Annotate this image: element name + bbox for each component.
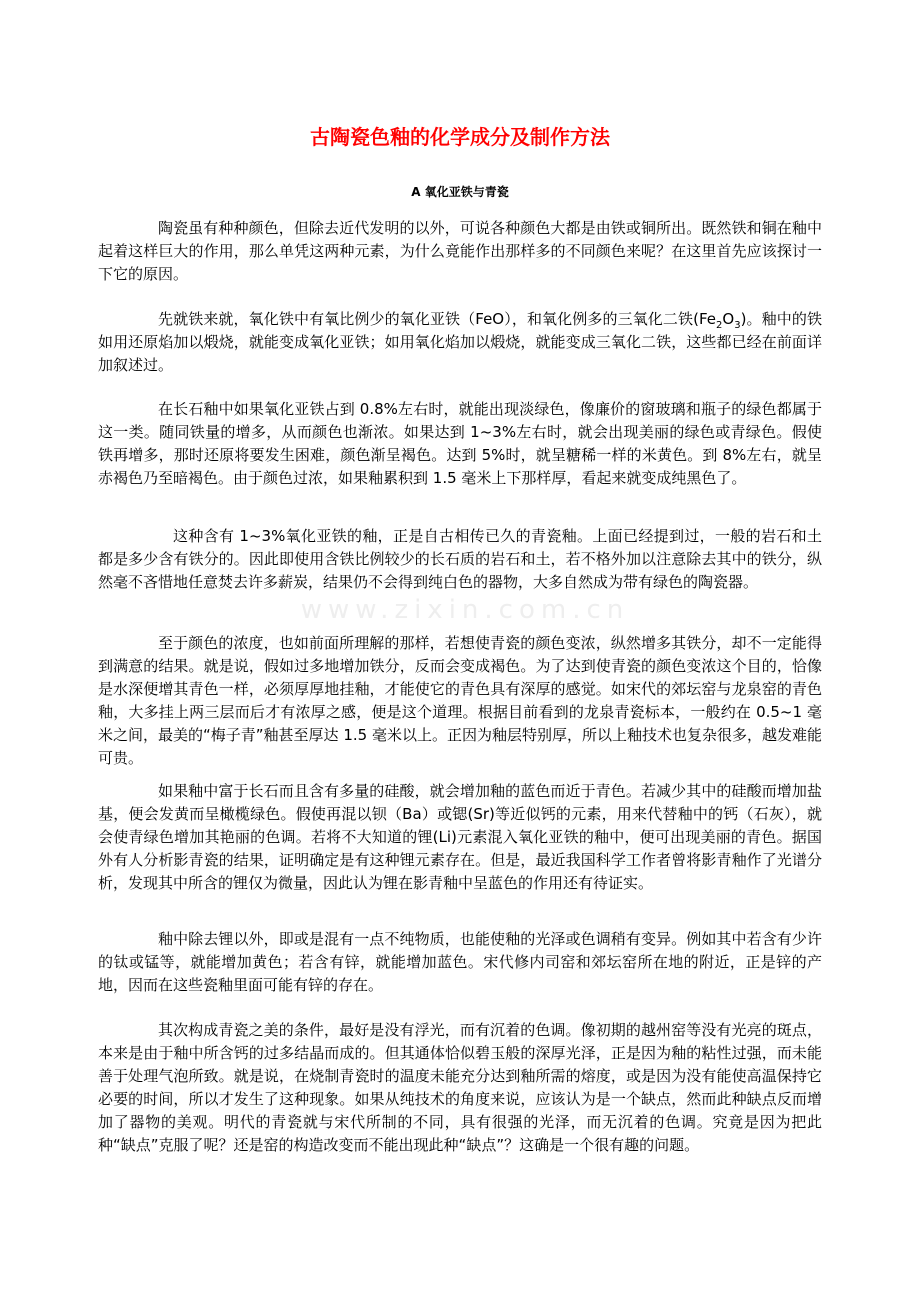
paragraph-7: 釉中除去锂以外，即或是混有一点不纯物质，也能使釉的光泽或色调稍有变异。例如其中若含有少许的钛或锰等，就能增加黄色；若含有锌，就能增加蓝色。宋代修内司窑和郊坛窑所在地的附近，正是锌的产地，因而在这些瓷釉里面可能有锌的存在。 <box>98 930 822 994</box>
paragraph-1: 陶瓷虽有种种颜色，但除去近代发明的以外，可说各种颜色大都是由铁或铜所出。既然铁和铜在釉中起着这样巨大的作用，那么单凭这两种元素，为什么竟能作出那样多的不同颜色来呢？在这里首先应该探讨一下它的原因。 <box>98 219 822 283</box>
paragraph-5: 至于颜色的浓度，也如前面所理解的那样，若想使青瓷的颜色变浓，纵然增多其铁分，却不一定能得到满意的结果。就是说，假如过多地增加铁分，反而会变成褐色。为了达到使青瓷的颜色变浓这个目的，恰像是水深便增其青色一样，必须厚厚地挂釉，才能使它的青色具有深厚的感觉。如宋代的郊坛窑与龙泉窑的青色釉，大多挂上两三层而后才有浓厚之感，便是这个道理。根据目前看到的龙泉青瓷标本，一般约在 0.5~1 毫米之间，最美的“梅子青”釉甚至厚达 1.5 毫米以上。正因为釉层特别厚，所以上釉技术也复杂很多，越发难能可贵。 <box>98 634 822 767</box>
watermark-text: www.zixin.com.cn <box>300 595 630 625</box>
paragraph-2-text-c: )。釉中的铁如用还原焰加以煅烧，就能变成氧化亚铁；如用氧化焰加以煅烧，就能变成三氧化二铁，这些都已经在前面详加叙述过。 <box>98 310 822 374</box>
formula-subscript-2: 2 <box>716 320 723 331</box>
paragraph-2-text-b: O <box>722 310 735 328</box>
document-title: 古陶瓷色釉的化学成分及制作方法 <box>310 125 610 149</box>
paragraph-4: 这种含有 1~3%氧化亚铁的釉，正是自古相传已久的青瓷釉。上面已经提到过，一般的岩石和土都是多少含有铁分的。因此即使用含铁比例较少的长石质的岩石和土，若不格外加以注意除去其中的铁分，纵然毫不吝惜地任意焚去许多薪炭，结果仍不会得到纯白色的器物，大多自然成为带有绿色的陶瓷器。 <box>98 527 822 591</box>
section-heading: A 氧化亚铁与青瓷 <box>411 185 509 199</box>
paragraph-2-text-a: 先就铁来就，氧化铁中有氧比例少的氧化亚铁（FeO），和氧化例多的三氧化二铁(Fe <box>158 310 717 328</box>
paragraph-3: 在长石釉中如果氧化亚铁占到 0.8%左右时，就能出现淡绿色，像廉价的窗玻璃和瓶子的绿色都属于这一类。随同铁量的增多，从而颜色也渐浓。如果达到 1~3%左右时，就会出现美丽的绿色或青绿色。假使铁再增多，那时还原将要发生困难，颜色渐呈褐色。达到 5%时，就呈糖稀一样的米黄色。到 8%左右，就呈赤褐色乃至暗褐色。由于颜色过浓，如果釉累积到 1.5 毫米上下那样厚，看起来就变成纯黑色了。 <box>98 400 822 487</box>
paragraph-6: 如果釉中富于长石而且含有多量的硅酸，就会增加釉的蓝色而近于青色。若减少其中的硅酸而增加盐基，便会发黄而呈橄榄绿色。假使再混以钡（Ba）或锶(Sr)等近似钙的元素，用来代替釉中的钙（石灰），就会使青绿色增加其艳丽的色调。若将不大知道的锂(Li)元素混入氧化亚铁的釉中，便可出现美丽的青色。据国外有人分析影青瓷的结果，证明确定是有这种锂元素存在。但是，最近我国科学工作者曾将影青釉作了光谱分析，发现其中所含的锂仅为微量，因此认为锂在影青釉中呈蓝色的作用还有待证实。 <box>98 782 822 892</box>
paragraph-2 <box>98 308 822 377</box>
paragraph-8: 其次构成青瓷之美的条件，最好是没有浮光，而有沉着的色调。像初期的越州窑等没有光亮的斑点，本来是由于釉中所含钙的过多结晶而成的。但其通体恰似碧玉般的深厚光泽，正是因为釉的粘性过强，而未能善于处理气泡所致。就是说，在烧制青瓷时的温度未能充分达到釉所需的熔度，或是因为没有能使高温保持它必要的时间，所以才发生了这种现象。如果从纯技术的角度来说，应该认为是一个缺点，然而此种缺点反而增加了器物的美观。明代的青瓷就与宋代所制的不同，具有很强的光泽，而无沉着的色调。究竟是因为把此种“缺点”克服了呢？还是窑的构造改变而不能出现此种“缺点”？这确是一个很有趣的问题。 <box>98 1021 822 1154</box>
formula-subscript-3: 3 <box>734 320 741 331</box>
